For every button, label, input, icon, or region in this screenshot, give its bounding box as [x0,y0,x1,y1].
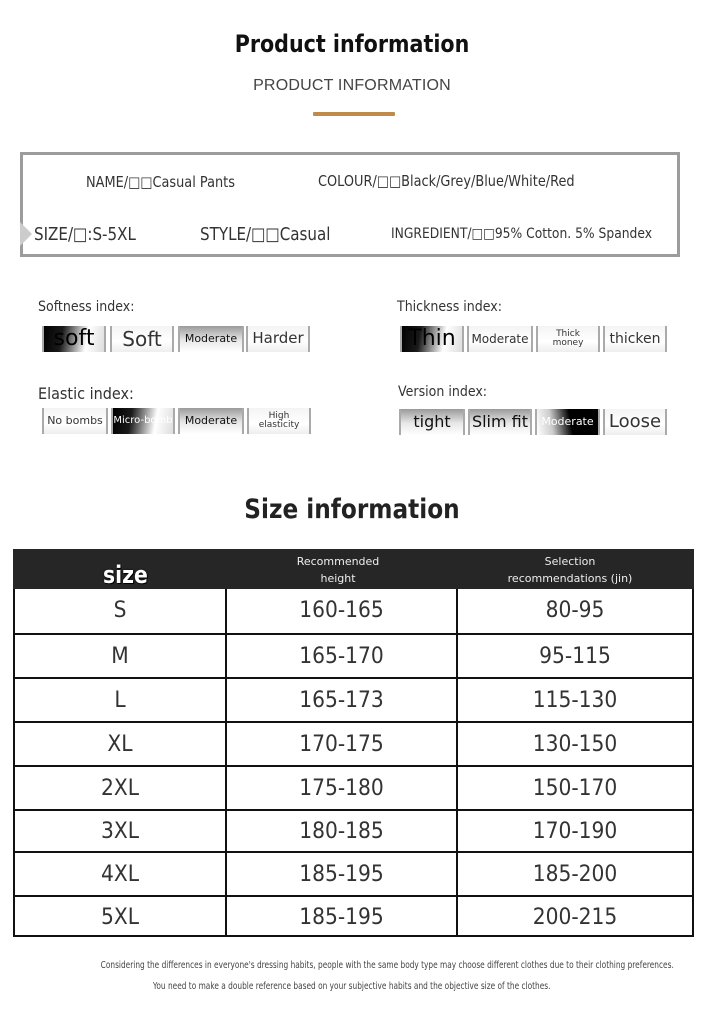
weight-cell: 80-95 [545,597,605,623]
softness-option-4: Harder [246,326,310,352]
elastic-index-label: Elastic index: [38,384,134,403]
version-option-4: Loose [603,409,667,435]
size-cell: M [111,643,129,669]
size-table [13,549,694,937]
weight-cell: 150-170 [532,775,618,801]
version-option-2: Slim fit [468,409,532,435]
weight-cell: 200-215 [532,904,618,930]
info-colour: COLOUR/□□Black/Grey/Blue/White/Red [318,172,575,190]
elastic-option-4: High elasticity [247,408,311,434]
footer-note-2-text: You need to make a double reference based on your subjective habits and the objective size of the clothes. [153,981,551,992]
size-info-title: Size information [244,494,460,525]
info-name: NAME/□□Casual Pants [86,173,235,191]
size-cell: XL [107,731,133,757]
version-option-1: tight [399,409,465,435]
info-ingredient: INGREDIENT/□□95% Cotton. 5% Spandex [391,226,653,242]
size-cell: 3XL [100,818,140,844]
info-size: SIZE/□:S-5XL [34,224,136,245]
page-subtitle: PRODUCT INFORMATION [253,77,451,94]
thickness-index-label: Thickness index: [397,299,503,315]
softness-option-2: Soft [110,326,174,352]
header-weight: Selection recommendations (jin) [507,555,633,585]
thickness-option-4: thicken [603,326,667,352]
box-notch [20,222,32,246]
weight-cell: 115-130 [532,687,618,713]
softness-index-label: Softness index: [38,299,135,315]
table-row [15,851,692,895]
size-cell: 2XL [100,775,140,801]
thickness-option-2: Moderate [467,326,533,352]
size-table-body [13,589,694,937]
table-row [15,895,692,937]
accent-divider [313,112,395,116]
weight-cell: 170-190 [532,818,618,844]
size-cell: L [114,687,126,713]
version-index-label: Version index: [398,384,488,400]
weight-cell: 95-115 [539,643,611,669]
height-cell: 175-180 [299,775,384,801]
table-row [15,809,692,851]
elastic-option-2: Micro-bomb [111,408,175,434]
footer-note-1 [0,960,704,971]
size-cell: 5XL [100,904,140,930]
size-cell: 4XL [100,861,140,887]
thickness-option-3: Thick money [536,326,600,352]
info-style: STYLE/□□Casual [200,224,331,245]
table-row [15,589,692,633]
height-cell: 160-165 [299,597,384,623]
size-cell: S [113,597,127,623]
footer-note-2 [0,981,704,992]
height-cell: 185-195 [299,861,384,887]
softness-option-3: Moderate [178,326,244,352]
header-height: Recommended height [296,555,380,585]
softness-option-1: soft [42,326,106,352]
weight-cell: 130-150 [532,731,618,757]
weight-cell: 185-200 [532,861,618,887]
table-row [15,765,692,809]
table-row [15,721,692,765]
page-title: Product information [234,30,470,58]
height-cell: 170-175 [299,731,384,757]
table-row [15,677,692,721]
version-option-3: Moderate [535,409,600,435]
height-cell: 185-195 [299,904,384,930]
height-cell: 165-170 [299,643,384,669]
height-cell: 180-185 [299,818,384,844]
size-table-header [13,549,694,589]
footer-note-1-text: Considering the differences in everyone's dressing habits, people with the same body type may choose different clothes due to their clothing preferences. [100,960,674,971]
header-size: size [103,561,148,589]
height-cell: 165-173 [299,687,384,713]
table-row [15,633,692,677]
thickness-option-1: Thin [400,326,464,352]
elastic-option-3: Moderate [178,408,244,434]
elastic-option-1: No bombs [42,408,108,434]
